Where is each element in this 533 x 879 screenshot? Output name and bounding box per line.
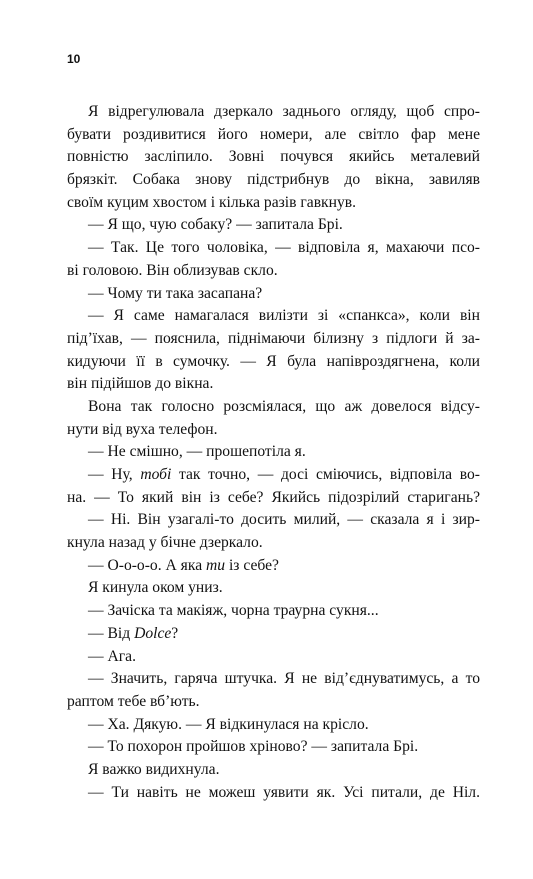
text-line: — Ти навіть не можеш уявити як. Усі питали, де Ніл. [88,783,480,801]
text-line: — Так. Це того чоловіка, — відповіла я, махаючи псо- [88,239,480,257]
text-line: — Ага. [88,647,136,665]
text-line: ві головою. Він облизував скло. [67,261,278,279]
text-line: — Ха. Дякую. — Я відкинулася на крісло. [88,715,369,733]
text-line: Я відрегулювала дзеркало заднього огляду, щоб спро- [88,103,480,120]
text-line: — То похорон пройшов хріново? — запитала Брі. [88,738,419,756]
text-line: — Я саме намагалася вилізти зі «спанкса», коли він [88,307,480,325]
emphasis: тобі [140,466,172,483]
text-line: повністю засліпило. Зовні почувся якийсь металевий [67,148,480,166]
text-line: нути від вуха телефон. [67,420,218,438]
text-line: бувати роздивитися його номери, але світло фар мене [67,125,480,143]
text-line: — О-о-о-о. А яка ти із себе? [88,556,279,574]
text-line: він підійшов до вікна. [67,375,214,393]
text-line: раптом тебе вб’ють. [67,692,200,710]
text-line: Вона так голосно розсміялася, що аж довелося відсу- [88,397,480,415]
emphasis: ти [206,556,226,574]
text-line: під’їхав, — пояснила, піднімаючи білизну з підлоги й за- [67,329,480,347]
page-number: 10 [67,52,81,66]
emphasis: Dolce [134,624,172,642]
text-line: — Я що, чую собаку? — запитала Брі. [88,216,343,234]
text-line: — Ні. Він узагалі-то досить милий, — сказала я і зир- [88,511,480,529]
text-line: — Чому ти така засапана? [88,284,263,302]
text-line: — Не смішно, — прошепотіла я. [88,443,306,461]
body-text [67,101,480,804]
text-line: — Ну, тобі так точно, — досі сміючись, відповіла во- [88,466,480,483]
text-line: Я кинула оком униз. [88,579,223,597]
text-line: — Значить, гаряча штучка. Я не від’єднуватимусь, а то [88,670,480,688]
text-line: Я важко видихнула. [88,760,220,778]
text-line: — Від Dolce? [88,624,179,642]
text-line: брязкіт. Собака знову підстрибнув до вікна, завиляв [67,171,480,189]
text-line: своїм куцим хвостом і кілька разів гавкнув. [67,193,357,211]
text-line: на. — То який він із себе? Якийсь підозрілий старигань? [67,488,480,506]
text-line: кидуючи її в сумочку. — Я була напівроздягнена, коли [67,352,480,370]
text-line: кнула назад у бічне дзеркало. [67,534,263,552]
text-line: — Зачіска та макіяж, чорна траурна сукня... [88,602,379,620]
